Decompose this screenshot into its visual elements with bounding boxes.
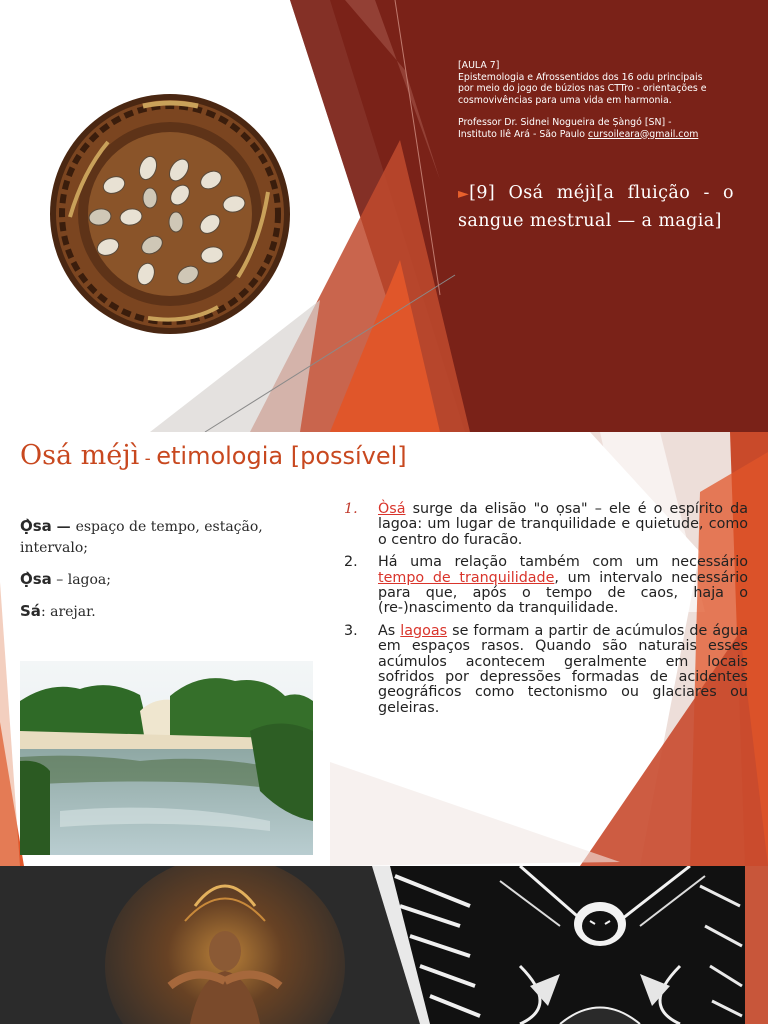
highlighted-term: tempo de tranquilidade xyxy=(378,569,555,586)
list-number: 3. xyxy=(344,622,358,639)
opon-ifa-tray-image xyxy=(48,92,292,336)
list-item xyxy=(344,624,748,716)
term-word: Ọ̀sa xyxy=(20,570,52,588)
course-title-line: por meio do jogo de búzios nas CTTro - orientações e xyxy=(458,83,707,94)
slide-title xyxy=(20,440,407,471)
explanation-list xyxy=(344,502,748,723)
course-title-line: [AULA 7] xyxy=(458,60,500,71)
term-entry xyxy=(20,569,314,591)
spacer xyxy=(458,106,740,117)
term-definition: lagoa; xyxy=(67,572,111,588)
term-separator: – xyxy=(51,572,68,588)
topic-text: [9] Osá méjì[a fluição - o sangue mestrual — a magia] xyxy=(458,183,734,231)
institute-text: Instituto Ilê Ará - São Paulo xyxy=(458,128,589,140)
term-separator: — xyxy=(51,519,76,535)
etymology-slide xyxy=(0,432,768,866)
term-word: Sá xyxy=(20,602,41,620)
course-title-line: Epistemologia e Afrossentidos dos 16 odu principais xyxy=(458,71,703,83)
list-item-text: surge da elisão "o ọsa" – ele é o espírito da lagoa: um lugar de tranquilidade e quietude, como o centro do furacão. xyxy=(378,501,748,548)
title-separator: - xyxy=(139,449,157,469)
list-item-text: , um intervalo necessário para que, após o tempo de caos, haja o (re-)nascimento da tranquilidade. xyxy=(378,569,748,617)
title-slide xyxy=(0,0,768,432)
triangle-arrow-icon: ► xyxy=(458,186,470,202)
title-subtitle: etimologia [possível] xyxy=(156,442,407,470)
title-main: Osá méjì xyxy=(20,440,140,471)
list-item xyxy=(344,502,748,548)
orisha-painting xyxy=(0,866,395,1024)
list-item-text: Há uma relação também com um necessário xyxy=(378,554,748,571)
lesson-topic xyxy=(458,180,734,235)
term-definition: espaço de tempo, estação, intervalo; xyxy=(20,519,263,556)
list-item xyxy=(344,555,748,617)
lagoon-photo xyxy=(20,661,313,855)
list-item-text: As xyxy=(378,622,401,639)
email-link[interactable]: cursoileara@gmail.com xyxy=(588,128,699,140)
term-separator: : xyxy=(40,604,51,620)
highlighted-term: Òsá xyxy=(378,501,406,517)
professor-line: Professor Dr. Sidnei Nogueira de Ṣàngó [SN] - xyxy=(458,117,672,128)
term-entry xyxy=(20,516,314,559)
grey-triangle xyxy=(330,762,620,866)
course-info xyxy=(458,60,740,140)
image-slide xyxy=(0,866,768,1024)
institute-line xyxy=(458,129,740,141)
list-item-text: se formam a partir de acúmulos de água em espaços rasos. Quando são naturais esses acúmulos acontecem geralmente em locais sofridos por depressões formadas de acidentes geográficos como tectonismo ou glaciares ou geleiras. xyxy=(378,622,748,716)
woodcut-image xyxy=(372,866,768,1024)
term-entry xyxy=(20,601,314,623)
orange-triangle xyxy=(0,582,20,866)
highlighted-term: lagoas xyxy=(400,622,448,639)
list-number: 2. xyxy=(344,554,358,571)
course-title-line: cosmovivências para uma vida em harmonia. xyxy=(458,94,672,106)
list-number: 1. xyxy=(344,501,358,517)
etymology-terms xyxy=(20,516,314,633)
term-definition: arejar. xyxy=(50,604,96,620)
slide-images xyxy=(0,866,768,1024)
term-word: Ọ̀sa xyxy=(20,517,52,535)
